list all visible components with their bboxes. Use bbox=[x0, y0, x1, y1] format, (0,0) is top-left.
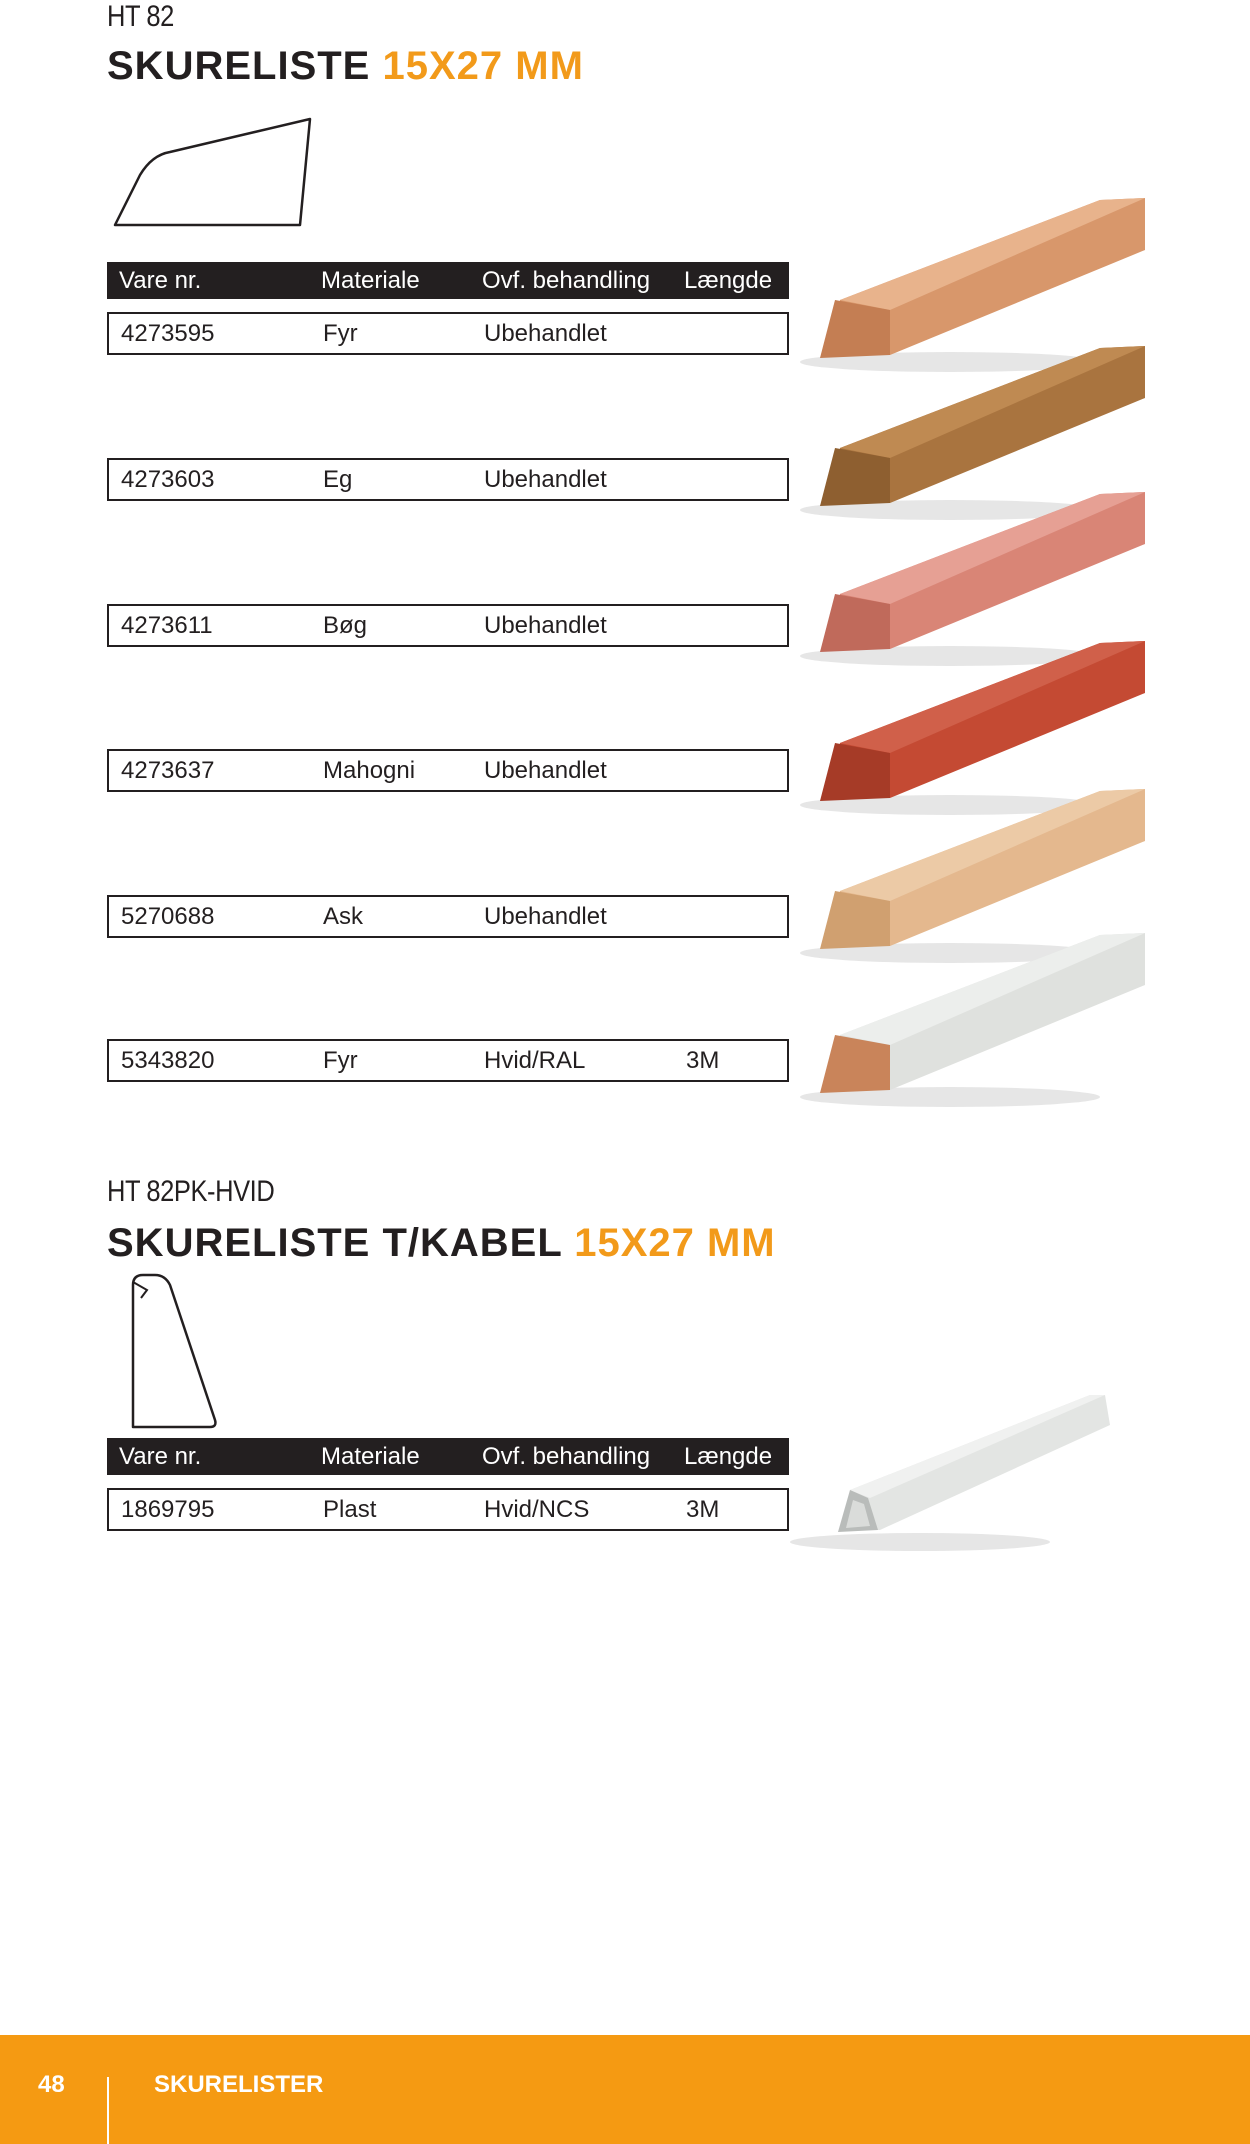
cell-material: Mahogni bbox=[323, 756, 416, 784]
header-behandling: Ovf. behandling bbox=[482, 1442, 651, 1470]
footer-section-label: SKURELISTER bbox=[154, 2071, 324, 2098]
page-footer bbox=[0, 2035, 1250, 2144]
section-title-skureliste-kabel bbox=[107, 1221, 776, 1266]
table-row bbox=[107, 895, 789, 938]
cell-nr: 4273637 bbox=[121, 756, 215, 784]
title-dimension: 15X27 MM bbox=[574, 1221, 776, 1265]
cell-treatment: Ubehandlet bbox=[484, 902, 607, 930]
header-materiale: Materiale bbox=[321, 1442, 420, 1470]
header-materiale: Materiale bbox=[321, 266, 420, 294]
cell-material: Ask bbox=[323, 902, 364, 930]
cell-material: Fyr bbox=[323, 319, 358, 347]
footer-divider bbox=[107, 2077, 109, 2144]
header-laengde: Længde bbox=[684, 266, 773, 294]
cell-nr: 4273603 bbox=[121, 465, 215, 493]
table-row bbox=[107, 312, 789, 355]
cell-length: 3M bbox=[686, 1495, 720, 1523]
profile-drawing-ht82pk bbox=[125, 1270, 220, 1430]
cell-material: Fyr bbox=[323, 1046, 358, 1074]
table-row bbox=[107, 458, 789, 501]
product-code-ht82: HT 82 bbox=[107, 0, 174, 33]
cell-nr: 4273595 bbox=[121, 319, 215, 347]
cell-treatment: Ubehandlet bbox=[484, 756, 607, 784]
cell-nr: 1869795 bbox=[121, 1495, 215, 1523]
cell-material: Plast bbox=[323, 1495, 377, 1523]
header-vare-nr: Vare nr. bbox=[119, 1442, 202, 1470]
cell-material: Bøg bbox=[323, 611, 368, 639]
cell-nr: 5343820 bbox=[121, 1046, 215, 1074]
product-image-plast-kabel bbox=[790, 1380, 1120, 1560]
title-dimension: 15X27 MM bbox=[382, 44, 584, 88]
cell-treatment: Hvid/RAL bbox=[484, 1046, 586, 1074]
cell-treatment: Ubehandlet bbox=[484, 319, 607, 347]
header-vare-nr: Vare nr. bbox=[119, 266, 202, 294]
table-row bbox=[107, 604, 789, 647]
cell-treatment: Ubehandlet bbox=[484, 465, 607, 493]
cell-material: Eg bbox=[323, 465, 353, 493]
cell-length: 3M bbox=[686, 1046, 720, 1074]
table-row bbox=[107, 1039, 789, 1082]
header-laengde: Længde bbox=[684, 1442, 773, 1470]
section-title-skureliste bbox=[107, 44, 584, 89]
cell-treatment: Hvid/NCS bbox=[484, 1495, 590, 1523]
profile-drawing-ht82 bbox=[110, 115, 315, 230]
title-text: SKURELISTE T/KABEL bbox=[107, 1221, 563, 1265]
cell-nr: 4273611 bbox=[121, 611, 213, 639]
cell-treatment: Ubehandlet bbox=[484, 611, 607, 639]
page-number: 48 bbox=[38, 2071, 65, 2098]
cell-nr: 5270688 bbox=[121, 902, 215, 930]
product-code-ht82pk: HT 82PK-HVID bbox=[107, 1175, 275, 1208]
table-header-2 bbox=[107, 1438, 789, 1475]
table-header-1 bbox=[107, 262, 789, 299]
table-row bbox=[107, 1488, 789, 1531]
header-behandling: Ovf. behandling bbox=[482, 266, 651, 294]
table-row bbox=[107, 749, 789, 792]
title-text: SKURELISTE bbox=[107, 44, 371, 88]
product-image-fyr-hvid bbox=[800, 925, 1150, 1115]
